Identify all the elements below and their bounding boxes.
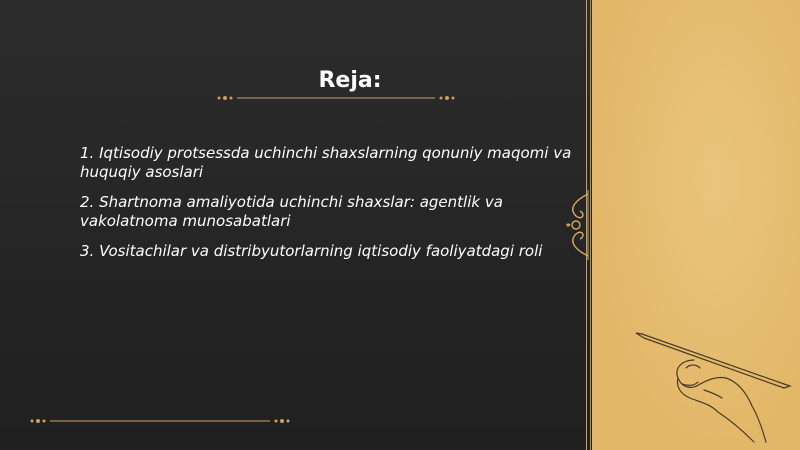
agenda-item: 3. Vositachilar va distribyutorlarning iqtisodiy faoliyatdagi roli <box>80 242 543 260</box>
slide-title: Reja: <box>318 68 382 93</box>
agenda-item: 2. Shartnoma amaliyotida uchinchi shaxslar: agentlik va vakolatnoma munosabatlari <box>80 193 503 230</box>
bottom-divider <box>28 416 292 426</box>
scroll-ornament-icon <box>562 190 592 260</box>
hand-holding-pen-icon <box>634 320 794 445</box>
title-divider <box>215 93 457 103</box>
agenda-item: 1. Iqtisodiy protsessda uchinchi shaxslarning qonuniy maqomi va huquqiy asoslari <box>80 144 572 181</box>
agenda-list <box>80 144 580 272</box>
